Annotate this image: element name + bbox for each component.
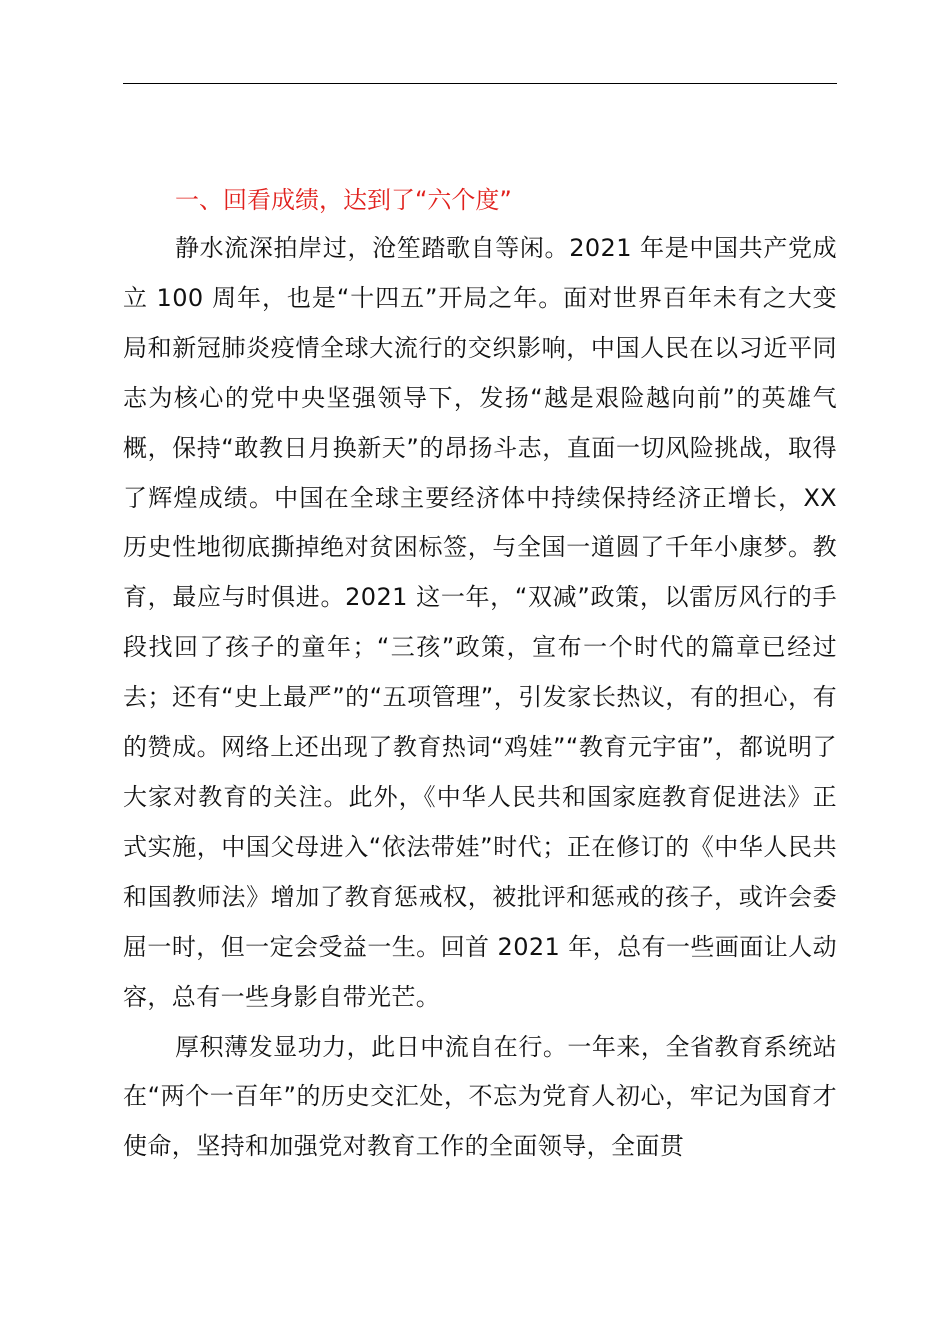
paragraph-1: 静水流深拍岸过，沧笙踏歌自等闲。2021 年是中国共产党成立 100 周年，也是“十四五”开局之年。面对世界百年未有之大变局和新冠肺炎疫情全球大流行的交织影响，中国人民在以习近平同志为核心的党中央坚强领导下，发扬“越是艰险越向前”的英雄气概，保持“敢教日月换新天”的昂扬斗志，直面一切风险挑战，取得了辉煌成绩。中国在全球主要经济体中持续保持经济正增长，XX 历史性地彻底撕掉绝对贫困标签，与全国一道圆了千年小康梦。教育，最应与时俱进。2021 这一年，“双减”政策，以雷厉风行的手段找回了孩子的童年；“三孩”政策，宣布一个时代的篇章已经过去；还有“史上最严”的“五项管理”，引发家长热议，有的担心，有的赞成。网络上还出现了教育热词“鸡娃”“教育元宇宙”，都说明了大家对教育的关注。此外，《中华人民共和国家庭教育促进法》正式实施，中国父母进入“依法带娃”时代；正在修订的《中华人民共和国教师法》增加了教育惩戒权，被批评和惩戒的孩子，或许会委屈一时，但一定会受益一生。回首 2021 年，总有一些画面让人动容，总有一些身影自带光芒。 [123, 234, 837, 1011]
section-heading: 一、回看成绩，达到了“六个度” [175, 186, 512, 214]
document-body [123, 176, 837, 1172]
paragraph-2: 厚积薄发显功力，此日中流自在行。一年来，全省教育系统站在“两个一百年”的历史交汇处，不忘为党育人初心，牢记为国育才使命，坚持和加强党对教育工作的全面领导，全面贯 [123, 1032, 837, 1161]
header-rule [123, 83, 837, 84]
